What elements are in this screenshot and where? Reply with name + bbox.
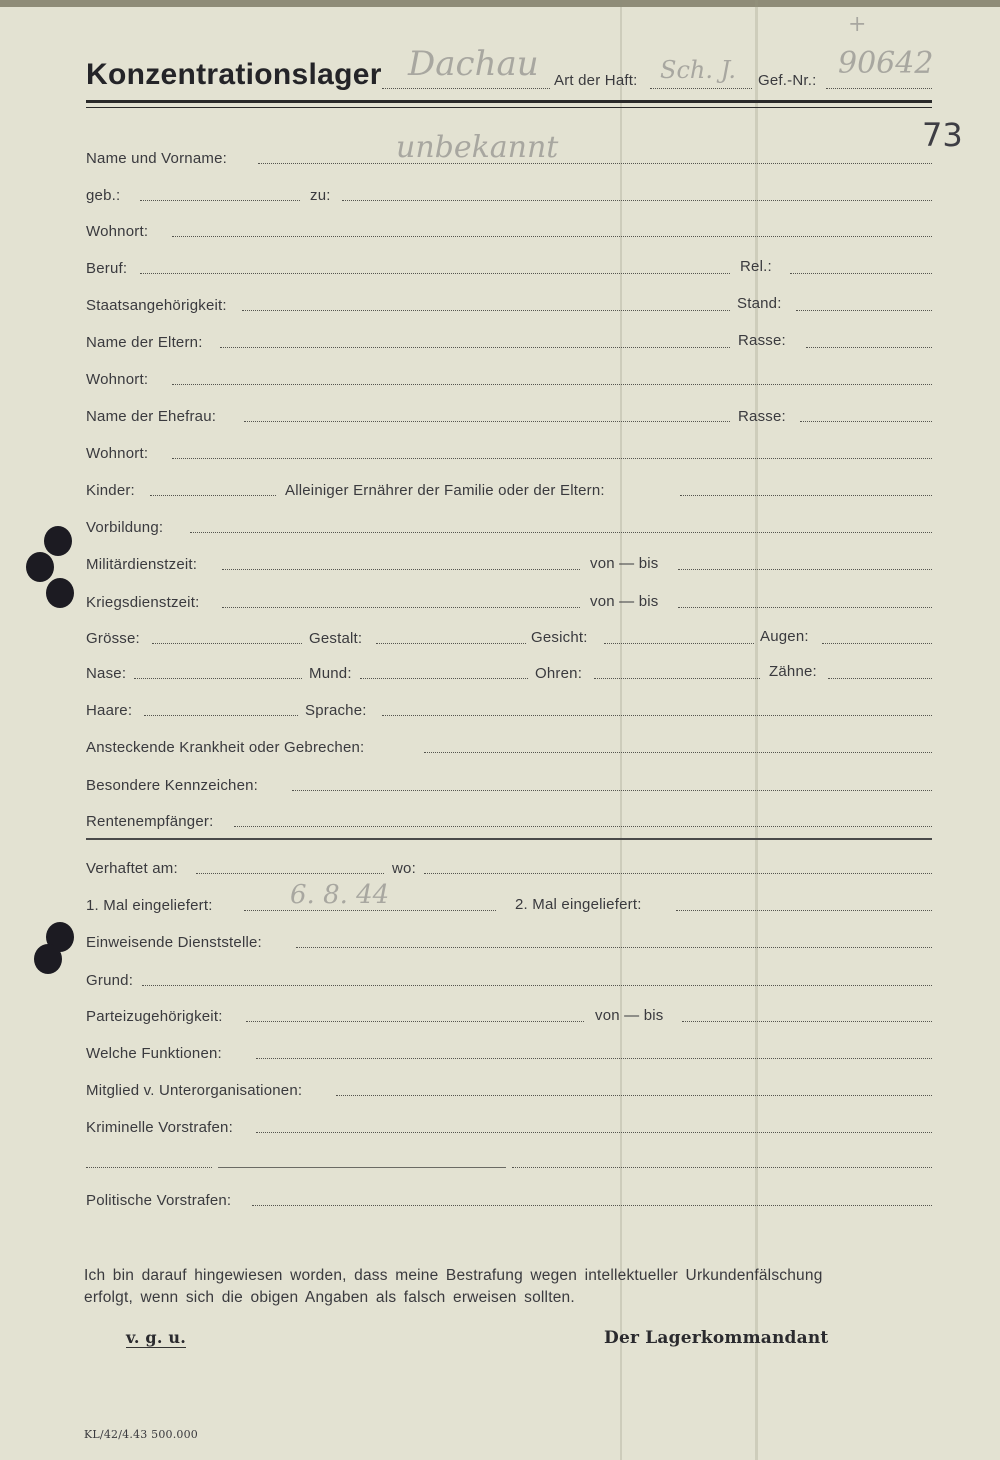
header-rule [86,100,932,103]
krieg-line [222,607,580,608]
krieg-von-bis: von — bis [590,593,659,610]
vorbildung-line [190,532,932,533]
rente-label: Rentenempfänger: [86,813,214,830]
wohnort-eltern-line [172,384,932,385]
vgu-mark: v. g. u. [126,1328,186,1347]
beruf-line [140,273,730,274]
rel-line [790,273,932,274]
art-der-haft-label: Art der Haft: [554,72,638,89]
haare-line [144,715,298,716]
name-label: Name und Vorname: [86,150,227,167]
fold-line [620,0,622,1460]
funktionen-label: Welche Funktionen: [86,1045,222,1062]
section-divider [86,838,932,840]
header-rule-thin [86,107,932,108]
mal1-line [244,910,496,911]
ohren-label: Ohren: [535,665,583,682]
form-title: Konzentrationslager [86,58,382,91]
rente-line [234,826,932,827]
paper-top-edge [0,0,1000,7]
ohren-line [594,678,760,679]
kommandant-signature-label: Der Lagerkommandant [604,1328,829,1348]
gesicht-line [604,643,754,644]
kennzeichen-label: Besondere Kennzeichen: [86,777,259,794]
staat-label: Staatsangehörigkeit: [86,297,227,314]
extra-line [512,1167,932,1168]
gesicht-label: Gesicht: [531,629,588,646]
wohnort-label: Wohnort: [86,223,149,240]
art-der-haft-value: Sch. J. [660,56,736,84]
kinder-label: Kinder: [86,482,135,499]
rasse-label: Rasse: [738,332,786,349]
mal1-value-handwritten: 6. 8. 44 [290,880,390,910]
zu-line [342,200,932,201]
partei-von-bis: von — bis [595,1007,664,1024]
nase-line [134,678,302,679]
militaer-line [222,569,580,570]
zaehne-label: Zähne: [769,663,817,680]
haare-label: Haare: [86,702,133,719]
kinder-line [150,495,276,496]
wohnort-ehefrau-label: Wohnort: [86,445,149,462]
groesse-line [152,643,302,644]
mitglied-line [336,1095,932,1096]
ehefrau-label: Name der Ehefrau: [86,408,217,425]
partei-von-bis-line [682,1021,932,1022]
kennzeichen-line [292,790,932,791]
zu-label: zu: [310,187,331,204]
statement-line-1: Ich bin darauf hingewiesen worden, dass meine Bestrafung wegen intellektueller Urkundenfälschung [84,1267,823,1284]
militaer-von-bis-line [678,569,932,570]
gestalt-label: Gestalt: [309,630,363,647]
vorbildung-label: Vorbildung: [86,519,164,536]
mund-label: Mund: [309,665,352,682]
art-der-haft-line [650,88,752,89]
eltern-line [220,347,730,348]
mal1-label: 1. Mal eingeliefert: [86,897,213,914]
augen-line [822,643,932,644]
rasse-ehefrau-label: Rasse: [738,408,786,425]
funktionen-line [256,1058,932,1059]
politisch-line [252,1205,932,1206]
zaehne-line [828,678,932,679]
krieg-von-bis-line [678,607,932,608]
ehefrau-line [244,421,730,422]
verhaftet-line [196,873,384,874]
rasse-ehefrau-line [800,421,932,422]
punch-hole-icon [44,526,72,556]
mal2-line [676,910,932,911]
geb-label: geb.: [86,187,121,204]
rasse-line [806,347,932,348]
kriminell-label: Kriminelle Vorstrafen: [86,1119,233,1136]
gestalt-line [376,643,526,644]
wo-line [424,873,932,874]
staat-line [242,310,730,311]
gef-nr-line [826,88,932,89]
partei-line [246,1021,584,1022]
fold-line [755,0,758,1460]
statement-line-2: erfolgt, wenn sich die obigen Angaben als falsch erweisen sollten. [84,1289,575,1306]
sprache-line [382,715,932,716]
name-line [258,163,932,164]
krieg-label: Kriegsdienstzeit: [86,594,200,611]
print-code: KL/42/4.43 500.000 [84,1428,199,1441]
mitglied-label: Mitglied v. Unterorganisationen: [86,1082,303,1099]
cross-mark: + [848,12,867,37]
militaer-label: Militärdienstzeit: [86,556,198,573]
nase-label: Nase: [86,665,127,682]
dienststelle-label: Einweisende Dienststelle: [86,934,262,951]
camp-line [382,88,550,89]
ernaehrer-line [680,495,932,496]
ernaehrer-label: Alleiniger Ernährer der Familie oder der Eltern: [285,482,605,499]
wo-label: wo: [392,860,416,877]
groesse-label: Grösse: [86,630,140,647]
sprache-label: Sprache: [305,702,367,719]
grund-label: Grund: [86,972,134,989]
name-value-handwritten: unbekannt [396,130,559,165]
stand-label: Stand: [737,295,782,312]
grund-line [142,985,932,986]
krankheit-label: Ansteckende Krankheit oder Gebrechen: [86,739,365,756]
mund-line [360,678,528,679]
camp-name-handwritten: Dachau [408,44,539,84]
kriminell-line [256,1132,932,1133]
stand-line [796,310,932,311]
punch-hole-icon [46,578,74,608]
dienststelle-line [296,947,932,948]
gef-nr-label: Gef.-Nr.: [758,72,817,89]
mal2-label: 2. Mal eingeliefert: [515,896,642,913]
wohnort-ehefrau-line [172,458,932,459]
politisch-label: Politische Vorstrafen: [86,1192,232,1209]
punch-hole-icon [34,944,62,974]
rel-label: Rel.: [740,258,772,275]
extra-line [86,1167,212,1168]
wohnort-eltern-label: Wohnort: [86,371,149,388]
militaer-von-bis: von — bis [590,555,659,572]
page-number: 73 [922,116,963,154]
beruf-label: Beruf: [86,260,128,277]
verhaftet-label: Verhaftet am: [86,860,178,877]
partei-label: Parteizugehörigkeit: [86,1008,223,1025]
eltern-label: Name der Eltern: [86,334,203,351]
wohnort-line [172,236,932,237]
gef-nr-value: 90642 [838,46,934,81]
krankheit-line [424,752,932,753]
augen-label: Augen: [760,628,809,645]
punch-hole-icon [26,552,54,582]
extra-line [218,1167,506,1168]
geb-line [140,200,300,201]
